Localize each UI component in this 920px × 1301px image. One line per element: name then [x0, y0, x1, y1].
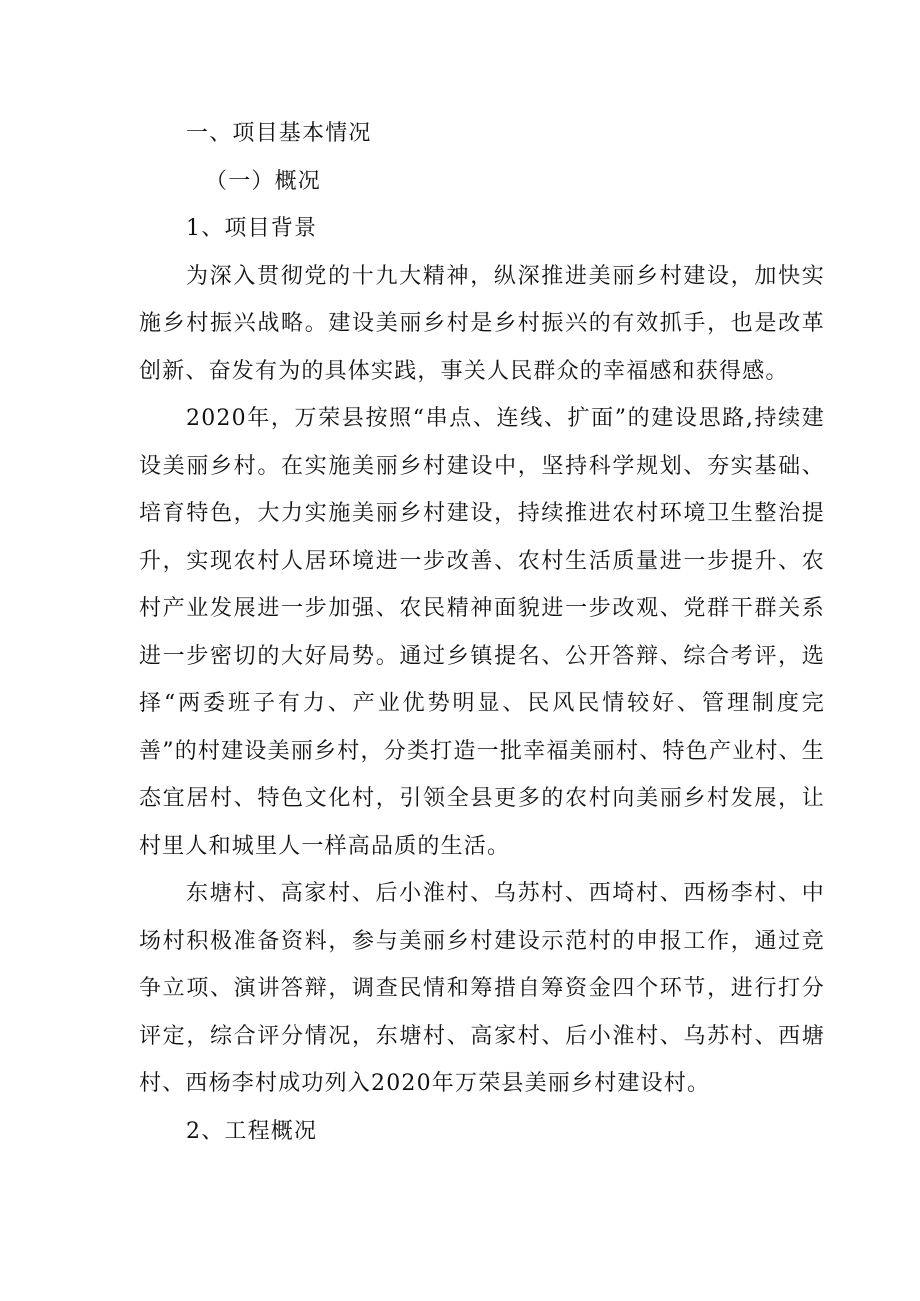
heading-engineering-overview: 2、工程概况: [186, 1118, 318, 1144]
paragraph-background-intro: 为深入贯彻党的十九大精神，纵深推进美丽乡村建设，加快实施乡村振兴战略。建设美丽乡村是乡村振兴的有效抓手，也是改革创新、奋发有为的具体实践，事关人民群众的幸福感和获得感。: [139, 263, 825, 384]
paragraph-2020-plan: 2020年，万荣县按照“串点、连线、扩面”的建设思路,持续建设美丽乡村。在实施美丽乡村建设中，坚持科学规划、夯实基础、培育特色，大力实施美丽乡村建设，持续推进农村环境卫生整治提升，实现农村人居环境进一步改善、农村生活质量进一步提升、农村产业发展进一步加强、农民精神面貌进一步改观、党群干群关系进一步密切的大好局势。通过乡镇提名、公开答辩、综合考评，选择“两委班子有力、产业优势明显、民风民情较好、管理制度完善”的村建设美丽乡村，分类打造一批幸福美丽村、特色产业村、生态宜居村、特色文化村，引领全县更多的农村向美丽乡村发展，让村里人和城里人一样高品质的生活。: [139, 406, 825, 859]
heading-project-basic-info: 一、项目基本情况: [186, 121, 372, 146]
document-body: [139, 110, 825, 1155]
paragraph-village-selection: 东塘村、高家村、后小淮村、乌苏村、西埼村、西杨李村、中场村积极准备资料，参与美丽乡村建设示范村的申报工作，通过竞争立项、演讲答辩，调查民情和筹措自筹资金四个环节，进行打分评定，综合评分情况，东塘村、高家村、后小淮村、乌苏村、西塘村、西杨李村成功列入2020年万荣县美丽乡村建设村。: [139, 881, 825, 1096]
heading-overview: （一）概况: [205, 168, 322, 194]
heading-project-background: 1、项目背景: [186, 216, 318, 241]
